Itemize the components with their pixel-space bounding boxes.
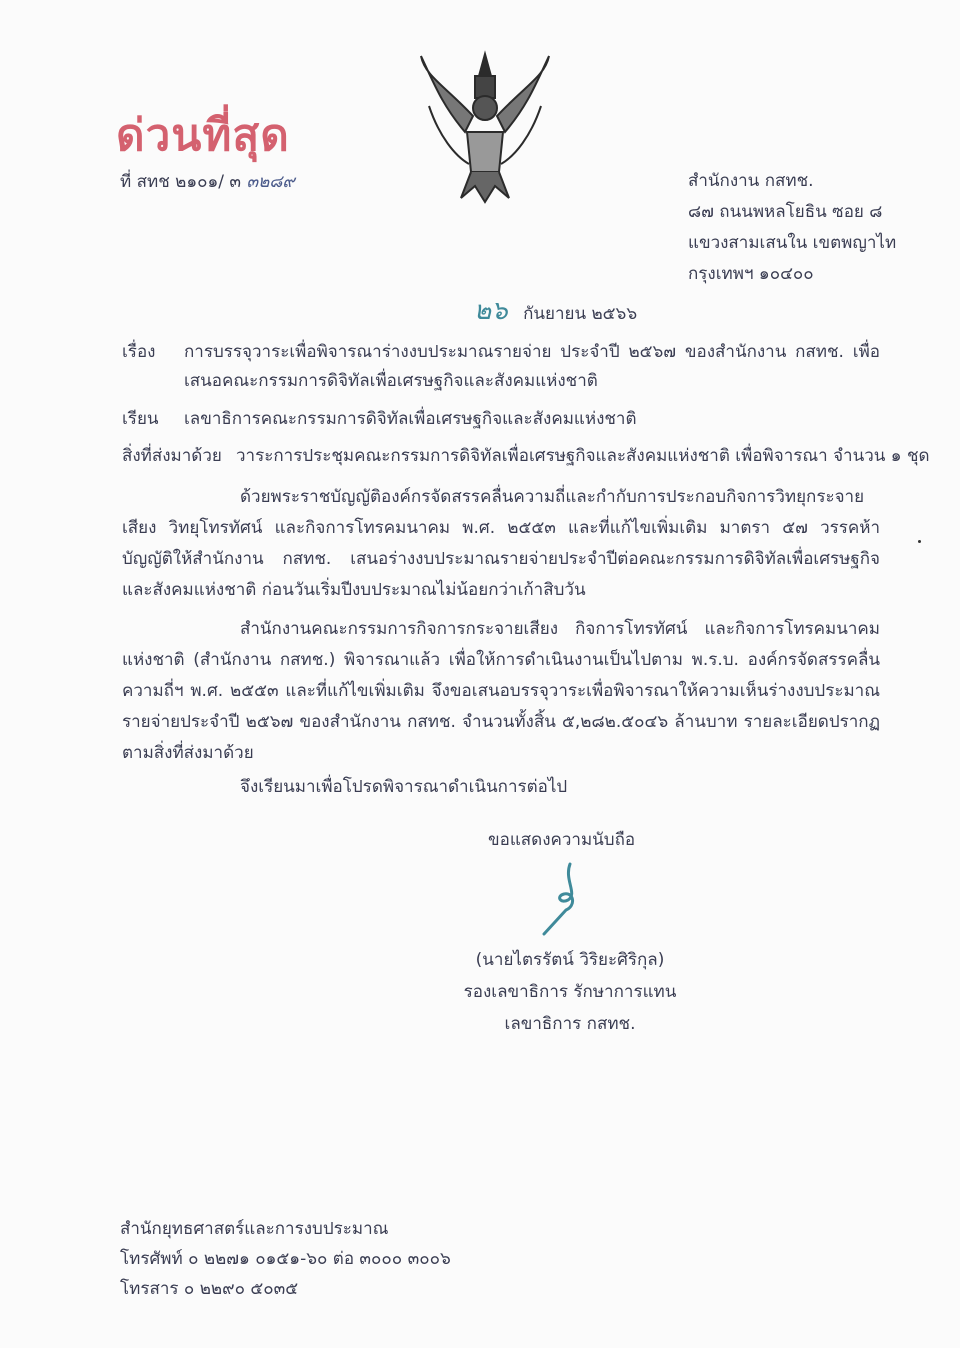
document-number-handwritten: ๓๒๘๙: [246, 172, 295, 192]
paragraph-1-text: ด้วยพระราชบัญญัติองค์กรจัดสรรคลื่นความถี่และกำกับการประกอบกิจการวิทยุกระจายเสียง วิทยุโทรทัศน์ และกิจการโทรคมนาคม พ.ศ. ๒๕๕๓ และที่แก้ไขเพิ่มเติม มาตรา ๕๗ วรรคห้า บัญญัติให้สำนักงาน กสทช. เสนอร่างงบประมาณรายจ่ายประจำปีต่อคณะกรรมการดิจิทัลเพื่อเศรษฐกิจและสังคมแห่งชาติ ก่อนวันเริ่มปีงบประมาณไม่น้อยกว่าเก้าสิบวัน: [122, 487, 880, 600]
body-paragraph-3: จึงเรียนมาเพื่อโปรดพิจารณาดำเนินการต่อไป: [240, 777, 568, 797]
recipient-label: เรียน: [122, 409, 159, 429]
signer-position-2: เลขาธิการ กสทช.: [504, 1014, 636, 1034]
paragraph-2-text: สำนักงานคณะกรรมการกิจการกระจายเสียง กิจการโทรทัศน์ และกิจการโทรคมนาคมแห่งชาติ (สำนักงาน กสทช.) พิจารณาแล้ว เพื่อให้การดำเนินงานเป็นไปตาม พ.ร.บ. องค์กรจัดสรรคลื่นความถี่ฯ พ.ศ. ๒๕๕๓ และที่แก้ไขเพิ่มเติม จึงขอเสนอบรรจุวาระเพื่อพิจารณาให้ความเห็นร่างงบประมาณรายจ่ายประจำปี ๒๕๖๗ ของสำนักงาน กสทช. จำนวนทั้งสิ้น ๕,๒๘๒.๕๐๔๖ ล้านบาท รายละเอียดปรากฏตามสิ่งที่ส่งมาด้วย: [122, 619, 880, 763]
garuda-emblem-icon: [415, 46, 555, 206]
enclosure-label: สิ่งที่ส่งมาด้วย: [122, 446, 222, 466]
address-line: สำนักงาน กสทช.: [688, 171, 814, 191]
date-month-year: กันยายน ๒๕๖๖: [523, 304, 638, 324]
document-number-prefix: ที่ สทช ๒๑๐๑/ ๓: [120, 172, 242, 192]
body-paragraph-1: [122, 482, 880, 606]
recipient-text: เลขาธิการคณะกรรมการดิจิทัลเพื่อเศรษฐกิจและสังคมแห่งชาติ: [184, 409, 637, 429]
signer-block: [430, 944, 710, 1040]
urgency-stamp: ด่วนที่สุด: [116, 110, 290, 161]
subject-label: เรื่อง: [122, 342, 156, 362]
address-line: แขวงสามเสนใน เขตพญาไท: [688, 233, 897, 253]
footer-fax: โทรสาร ๐ ๒๒๙๐ ๕๐๓๕: [120, 1279, 299, 1299]
address-line: กรุงเทพฯ ๑๐๔๐๐: [688, 264, 814, 284]
closing-salutation: ขอแสดงความนับถือ: [488, 830, 636, 850]
signer-position: รองเลขาธิการ รักษาการแทน: [463, 982, 677, 1002]
footer-phone: โทรศัพท์ ๐ ๒๒๗๑ ๐๑๕๑-๖๐ ต่อ ๓๐๐๐ ๓๐๐๖: [120, 1249, 451, 1269]
signer-name: (นายไตรรัตน์ วิริยะศิริกุล): [475, 950, 665, 970]
scan-speck: [918, 540, 921, 543]
footer-contact: [120, 1214, 451, 1304]
footer-office: สำนักยุทธศาสตร์และการงบประมาณ: [120, 1219, 389, 1239]
subject-text: การบรรจุวาระเพื่อพิจารณาร่างงบประมาณรายจ่าย ประจำปี ๒๕๖๗ ของสำนักงาน กสทช. เพื่อเสนอคณะกรรมการดิจิทัลเพื่อเศรษฐกิจและสังคมแห่งชาติ: [184, 342, 880, 391]
signature-icon: [520, 850, 610, 940]
document-number: [120, 168, 295, 195]
enclosure-text: วาระการประชุมคณะกรรมการดิจิทัลเพื่อเศรษฐกิจและสังคมแห่งชาติ เพื่อพิจารณา จำนวน ๑ ชุด: [236, 446, 930, 466]
date-day-handwritten: ๒๖: [474, 296, 508, 326]
body-paragraph-2: [122, 614, 880, 769]
sender-address: [688, 166, 896, 290]
address-line: ๘๗ ถนนพหลโยธิน ซอย ๘: [688, 202, 883, 222]
letter-date: [474, 290, 637, 331]
